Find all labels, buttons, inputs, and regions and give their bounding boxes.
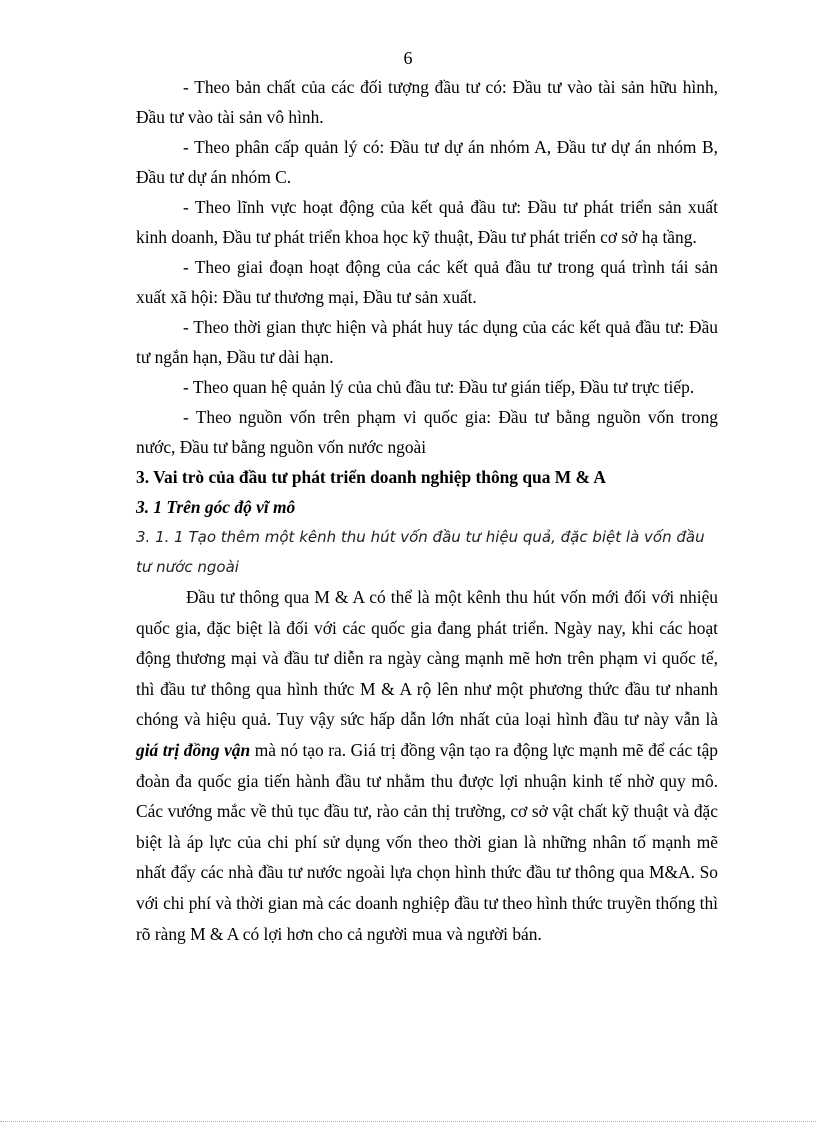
subsubsection-heading: 3. 1. 1 Tạo thêm một kênh thu hút vốn đầu tư hiệu quả, đặc biệt là vốn đầu tư nước ngoài <box>136 528 705 576</box>
section-heading: 3. Vai trò của đầu tư phát triển doanh nghiệp thông qua M & A <box>136 467 606 487</box>
page-number: 6 <box>403 48 413 68</box>
bullet-item: - Theo thời gian thực hiện và phát huy tác dụng của các kết quả đầu tư: Đầu tư ngắn hạn, Đầu tư dài hạn. <box>136 317 718 367</box>
page-content <box>136 72 718 949</box>
paragraph-text-end: mà nó tạo ra. Giá trị đồng vận tạo ra động lực mạnh mẽ để các tập đoàn đa quốc gia tiến hành đầu tư nhằm thu được lợi nhuận kinh tế nhờ quy mô. Các vướng mắc về thủ tục đầu tư, rào cản thị trường, cơ sở vật chất kỹ thuật và đặc biệt là áp lực của chi phí sử dụng vốn theo thời gian là những nhân tố mạnh mẽ nhất đẩy các nhà đầu tư nước ngoài lựa chọn hình thức đầu tư thông qua M&A. So với chi phí và thời gian mà các doanh nghiệp đầu tư theo hình thức truyền thống thì rõ ràng M & A có lợi hơn cho cả người mua và người bán. <box>136 739 718 944</box>
bullet-item: - Theo bản chất của các đối tượng đầu tư có: Đầu tư vào tài sản hữu hình, Đầu tư vào tài sản vô hình. <box>136 77 718 127</box>
bullet-item: - Theo phân cấp quản lý có: Đầu tư dự án nhóm A, Đầu tư dự án nhóm B, Đầu tư dự án nhóm C. <box>136 137 718 187</box>
page-border-divider <box>0 1121 816 1122</box>
bullet-item: - Theo giai đoạn hoạt động của các kết quả đầu tư trong quá trình tái sản xuất xã hội: Đầu tư thương mại, Đầu tư sản xuất. <box>136 257 718 307</box>
emphasis-term: giá trị đồng vận <box>136 739 251 760</box>
bullet-item: - Theo quan hệ quản lý của chủ đầu tư: Đầu tư gián tiếp, Đầu tư trực tiếp. <box>183 377 695 397</box>
subsection-heading: 3. 1 Trên góc độ vĩ mô <box>136 497 296 517</box>
body-paragraph <box>136 582 718 949</box>
bullet-item: - Theo lĩnh vực hoạt động của kết quả đầu tư: Đầu tư phát triển sản xuất kinh doanh, Đầu tư phát triển khoa học kỹ thuật, Đầu tư phát triển cơ sở hạ tầng. <box>136 197 718 247</box>
paragraph-text-start: Đầu tư thông qua M & A có thể là một kênh thu hút vốn mới đối với nhiệu quốc gia, đặc biệt là đối với các quốc gia đang phát triển. Ngày nay, khi các hoạt động thương mại và đầu tư diễn ra ngày càng mạnh mẽ hơn trên phạm vi quốc tế, thì đầu tư thông qua hình thức M & A rộ lên như một phương thức đầu tư nhanh chóng và hiệu quả. Tuy vậy sức hấp dẫn lớn nhất của loại hình đầu tư này vẫn là <box>136 587 718 730</box>
bullet-item: - Theo nguồn vốn trên phạm vi quốc gia: Đầu tư bằng nguồn vốn trong nước, Đầu tư bằng nguồn vốn nước ngoài <box>136 407 718 457</box>
